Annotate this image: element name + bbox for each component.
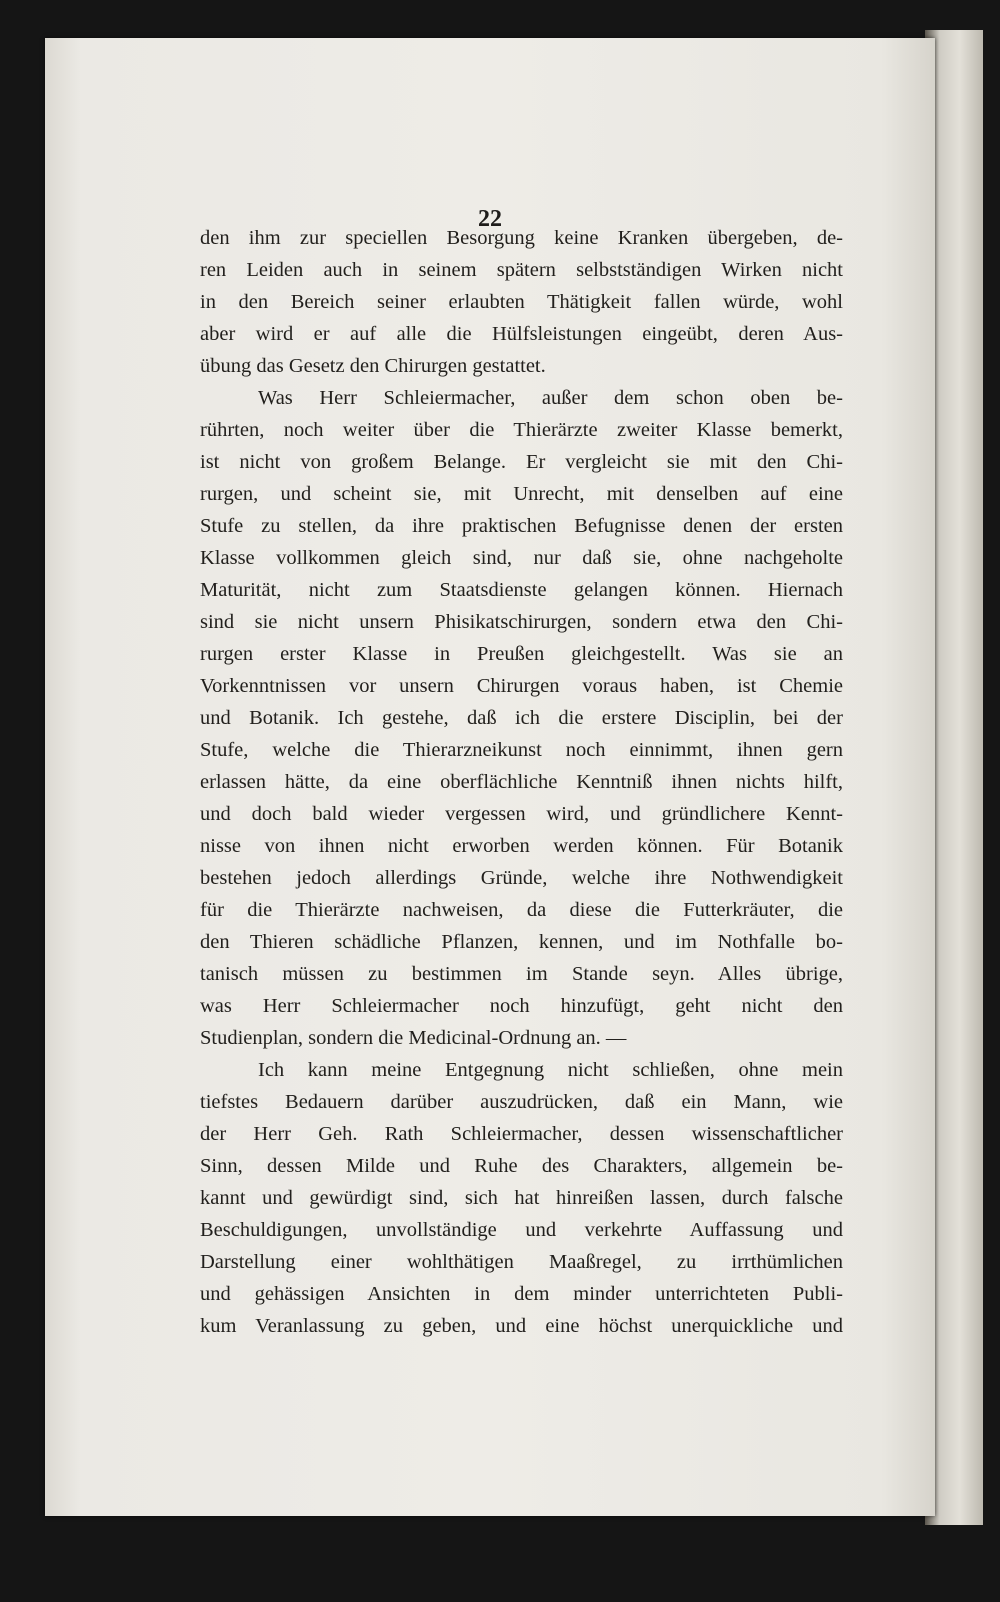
text-line: rurgen erster Klasse in Preußen gleichgestellt. Was sie an bbox=[200, 643, 843, 665]
text-line: Was Herr Schleiermacher, außer dem schon oben be- bbox=[258, 387, 843, 409]
text-line: für die Thierärzte nachweisen, da diese die Futterkräuter, die bbox=[200, 899, 843, 921]
text-line: und Botanik. Ich gestehe, daß ich die erstere Disciplin, bei der bbox=[200, 707, 843, 729]
text-line: Maturität, nicht zum Staatsdienste gelangen können. Hiernach bbox=[200, 579, 843, 601]
text-line: Klasse vollkommen gleich sind, nur daß sie, ohne nachgeholte bbox=[200, 547, 843, 569]
book-page bbox=[45, 38, 935, 1516]
text-line: und doch bald wieder vergessen wird, und gründlichere Kennt- bbox=[200, 803, 843, 825]
text-line: Studienplan, sondern die Medicinal-Ordnung an. — bbox=[200, 1027, 627, 1049]
text-line: in den Bereich seiner erlaubten Thätigkeit fallen würde, wohl bbox=[200, 291, 843, 313]
text-line: Vorkenntnissen vor unsern Chirurgen voraus haben, ist Chemie bbox=[200, 675, 843, 697]
text-line: ren Leiden auch in seinem spätern selbstständigen Wirken nicht bbox=[200, 259, 843, 281]
text-line: der Herr Geh. Rath Schleiermacher, dessen wissenschaftlicher bbox=[200, 1123, 843, 1145]
text-line: aber wird er auf alle die Hülfsleistungen eingeübt, deren Aus- bbox=[200, 323, 843, 345]
text-line: tanisch müssen zu bestimmen im Stande seyn. Alles übrige, bbox=[200, 963, 843, 985]
text-line: und gehässigen Ansichten in dem minder unterrichteten Publi- bbox=[200, 1283, 843, 1305]
text-line: nisse von ihnen nicht erworben werden können. Für Botanik bbox=[200, 835, 843, 857]
text-line: bestehen jedoch allerdings Gründe, welche ihre Nothwendigkeit bbox=[200, 867, 843, 889]
text-line: kannt und gewürdigt sind, sich hat hinreißen lassen, durch falsche bbox=[200, 1187, 843, 1209]
text-line: was Herr Schleiermacher noch hinzufügt, geht nicht den bbox=[200, 995, 843, 1017]
text-line: übung das Gesetz den Chirurgen gestattet. bbox=[200, 355, 546, 377]
text-line: rurgen, und scheint sie, mit Unrecht, mit denselben auf eine bbox=[200, 483, 843, 505]
text-line: den Thieren schädliche Pflanzen, kennen, und im Nothfalle bo- bbox=[200, 931, 843, 953]
text-line: Stufe zu stellen, da ihre praktischen Befugnisse denen der ersten bbox=[200, 515, 843, 537]
text-line: Beschuldigungen, unvollständige und verkehrte Auffassung und bbox=[200, 1219, 843, 1241]
text-line: tiefstes Bedauern darüber auszudrücken, daß ein Mann, wie bbox=[200, 1091, 843, 1113]
text-line: Sinn, dessen Milde und Ruhe des Charakters, allgemein be- bbox=[200, 1155, 843, 1177]
text-line: erlassen hätte, da eine oberflächliche Kenntniß ihnen nichts hilft, bbox=[200, 771, 843, 793]
text-line: sind sie nicht unsern Phisikatschirurgen, sondern etwa den Chi- bbox=[200, 611, 843, 633]
body-text bbox=[200, 222, 843, 1342]
text-line: Ich kann meine Entgegnung nicht schließen, ohne mein bbox=[258, 1059, 843, 1081]
text-line: kum Veranlassung zu geben, und eine höchst unerquickliche und bbox=[200, 1315, 843, 1337]
text-line: den ihm zur speciellen Besorgung keine Kranken übergeben, de- bbox=[200, 227, 843, 249]
text-line: Darstellung einer wohlthätigen Maaßregel, zu irrthümlichen bbox=[200, 1251, 843, 1273]
text-line: rührten, noch weiter über die Thierärzte zweiter Klasse bemerkt, bbox=[200, 419, 843, 441]
text-line: Stufe, welche die Thierarzneikunst noch einnimmt, ihnen gern bbox=[200, 739, 843, 761]
text-line: ist nicht von großem Belange. Er vergleicht sie mit den Chi- bbox=[200, 451, 843, 473]
page-number: 22 bbox=[478, 206, 502, 232]
